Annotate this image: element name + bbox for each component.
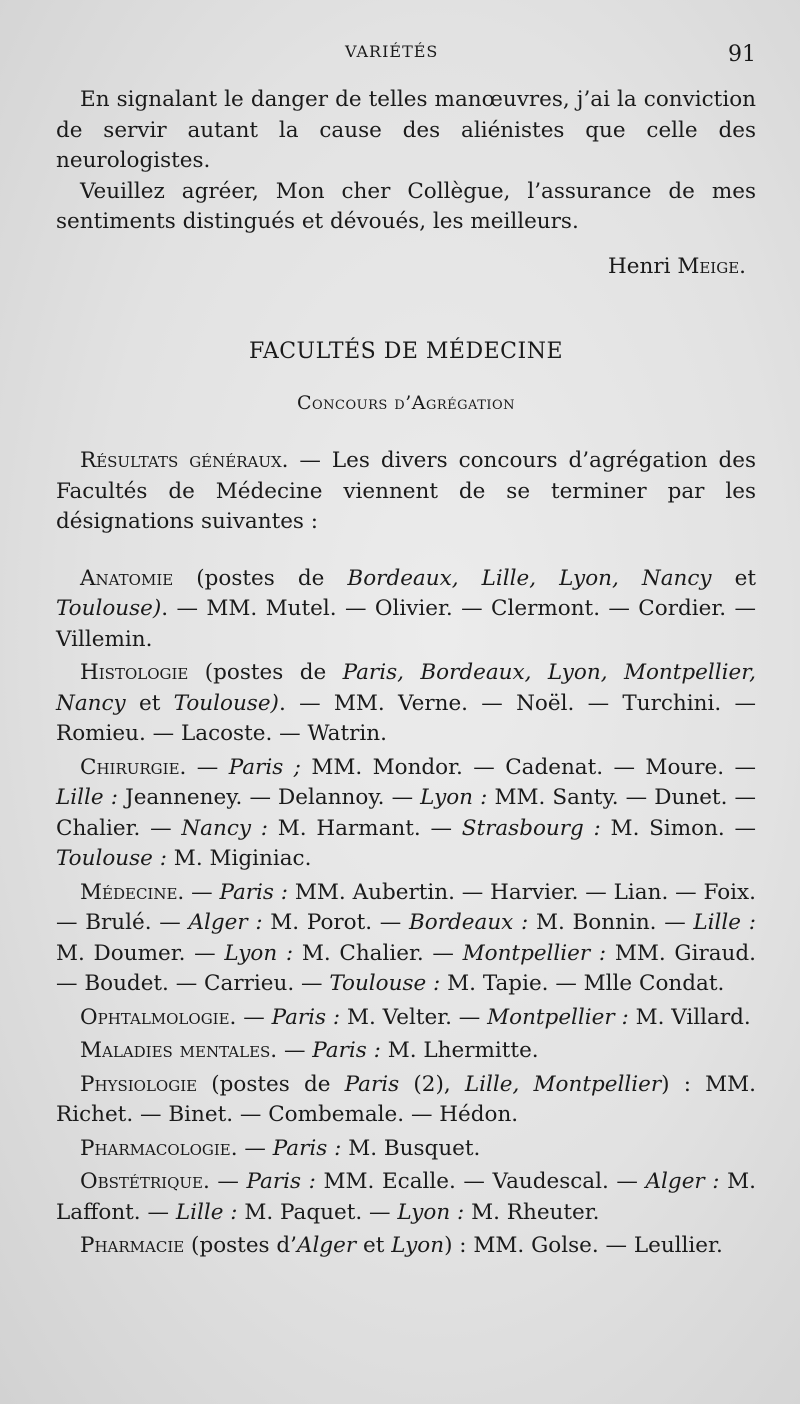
text-segment: et	[711, 565, 756, 591]
italic-segment: Paris	[344, 1071, 400, 1097]
discipline-entry	[56, 1003, 756, 1034]
text-segment: —	[237, 1135, 273, 1161]
discipline-entry	[56, 658, 756, 750]
italic-segment: Lille :	[175, 1199, 238, 1225]
italic-segment: Lyon :	[224, 940, 294, 966]
text-segment: —	[277, 1038, 313, 1063]
italic-segment: Paris :	[219, 879, 289, 905]
discipline-label: Physiologie	[80, 1071, 198, 1097]
text-segment: M. Velter. —	[340, 1004, 488, 1030]
text-segment: M. Doumer. —	[56, 940, 225, 966]
text-segment: M. Porot. —	[262, 910, 409, 935]
italic-segment: Toulouse)	[56, 596, 162, 621]
italic-segment: Toulouse)	[173, 690, 279, 716]
text-segment: Jeanneney. — Delannoy. —	[117, 785, 421, 810]
text-segment: (postes de	[197, 1071, 345, 1097]
italic-segment: Lille, Montpellier	[464, 1071, 662, 1097]
italic-segment: Paris :	[271, 1004, 341, 1030]
text-segment: —	[184, 879, 220, 905]
italic-segment: Lyon :	[397, 1199, 465, 1225]
discipline-entry	[56, 753, 756, 875]
text-segment: M. Laffont. —	[56, 1169, 756, 1225]
text-segment: (postes de	[173, 565, 348, 591]
italic-segment: Toulouse :	[56, 846, 167, 871]
discipline-label: Pharmacie	[80, 1233, 185, 1258]
signature	[56, 252, 756, 283]
text-segment: M. Miginiac.	[166, 846, 312, 871]
text-segment: . — MM. Mutel. — Olivier. — Clermont. — Cordier. — Villemin.	[56, 596, 756, 652]
text-segment: M. Villard.	[628, 1004, 751, 1030]
text-segment: M. Chalier. —	[293, 940, 463, 966]
text-segment: MM. Ecalle. — Vaudescal. —	[315, 1169, 646, 1194]
text-segment: —	[209, 1169, 247, 1194]
discipline-entry	[56, 564, 756, 656]
italic-segment: Lille :	[56, 785, 118, 810]
discipline-label: Histologie	[80, 660, 189, 685]
text-segment: MM. Mondor. — Cadenat. — Moure. —	[300, 754, 756, 780]
text-segment: MM. Giraud. — Boudet. — Carrieu. —	[56, 940, 756, 996]
text-segment: —	[236, 1004, 272, 1030]
text-segment: M. Bonnin. —	[528, 910, 694, 935]
text-segment: M. Lhermitte.	[380, 1038, 539, 1063]
signature-first-name: Henri	[608, 253, 671, 279]
italic-segment: Alger :	[188, 910, 263, 935]
intro-label: Résultats généraux.	[80, 448, 289, 473]
italic-segment: Strasbourg :	[461, 815, 601, 841]
discipline-entry	[56, 1036, 756, 1067]
text-segment: (2),	[399, 1071, 465, 1097]
italic-segment: Alger	[297, 1233, 357, 1258]
discipline-entry	[56, 1070, 756, 1131]
letter-paragraph-1: En signalant le danger de telles manœuvres, j’ai la conviction de servir autant la cause des aliénistes que celle des neurologistes.	[56, 87, 756, 173]
text-segment: (postes d’	[184, 1233, 298, 1258]
discipline-label: Maladies mentales.	[80, 1038, 278, 1063]
italic-segment: Bordeaux :	[409, 910, 529, 935]
italic-segment: Paris :	[246, 1169, 316, 1194]
italic-segment: Nancy :	[181, 815, 268, 841]
page-body	[56, 85, 756, 1262]
italic-segment: Lyon	[391, 1233, 445, 1258]
text-segment: (postes de	[188, 660, 343, 685]
italic-segment: Montpellier :	[487, 1004, 629, 1030]
italic-segment: Paris ;	[228, 754, 301, 780]
text-segment: M. Simon. —	[600, 815, 757, 841]
entries-list	[56, 564, 756, 1262]
text-segment: MM. Aubertin. — Harvier. — Lian. — Foix. — Brulé. —	[56, 879, 756, 935]
text-segment: et	[356, 1233, 392, 1258]
text-segment: M. Tapie. — Mlle Condat.	[440, 971, 725, 996]
text-segment: M. Paquet. —	[237, 1199, 398, 1225]
discipline-entry	[56, 1231, 756, 1262]
text-segment: ) : MM. Richet. — Binet. — Combemale. — Hédon.	[56, 1071, 756, 1127]
running-title: VARIÉTÉS	[345, 42, 439, 61]
italic-segment: Toulouse :	[329, 971, 441, 996]
text-segment: M. Harmant. —	[268, 815, 462, 841]
intro-paragraph	[56, 446, 756, 538]
discipline-label: Chirurgie.	[80, 754, 187, 780]
text-segment: M. Busquet.	[341, 1135, 481, 1161]
text-segment: . — MM. Verne. — Noël. — Turchini. — Romieu. — Lacoste. — Watrin.	[56, 690, 756, 746]
text-segment: MM. Santy. — Dunet. — Chalier. —	[56, 785, 756, 841]
italic-segment: Bordeaux, Lille, Lyon, Nancy	[347, 565, 712, 591]
letter-paragraph-2: Veuillez agréer, Mon cher Collègue, l’assurance de mes sentiments distingués et dévoués, les meilleurs.	[56, 178, 756, 234]
discipline-label: Obstétrique.	[80, 1169, 210, 1194]
italic-segment: Lille :	[693, 910, 756, 935]
section-title: FACULTÉS DE MÉDECINE	[248, 339, 564, 364]
discipline-label: Anatomie	[80, 565, 174, 591]
text-segment: et	[125, 690, 174, 716]
italic-segment: Paris :	[272, 1135, 342, 1161]
italic-segment: Lyon :	[420, 785, 488, 810]
discipline-entry	[56, 1134, 756, 1165]
discipline-label: Médecine.	[80, 879, 185, 905]
italic-segment: Paris :	[312, 1038, 381, 1063]
section-subtitle: Concours d’Agrégation	[296, 391, 516, 414]
italic-segment: Montpellier :	[462, 940, 607, 966]
intro-text: — Les divers concours d’agrégation des Facultés de Médecine viennent de se terminer par les désignations suivantes :	[56, 448, 756, 534]
italic-segment: Alger :	[645, 1169, 720, 1194]
discipline-entry	[56, 878, 756, 1000]
page-number: 91	[728, 42, 756, 67]
text-segment: ) : MM. Golse. — Leullier.	[444, 1233, 723, 1258]
discipline-label: Ophtalmologie.	[80, 1004, 237, 1030]
discipline-entry	[56, 1167, 756, 1228]
discipline-label: Pharmacologie.	[80, 1135, 238, 1161]
italic-segment: Paris, Bordeaux, Lyon, Montpellier, Nancy	[56, 660, 757, 716]
signature-last-name: Meige.	[677, 253, 746, 279]
text-segment: M. Rheuter.	[464, 1199, 600, 1225]
text-segment: —	[186, 754, 229, 780]
